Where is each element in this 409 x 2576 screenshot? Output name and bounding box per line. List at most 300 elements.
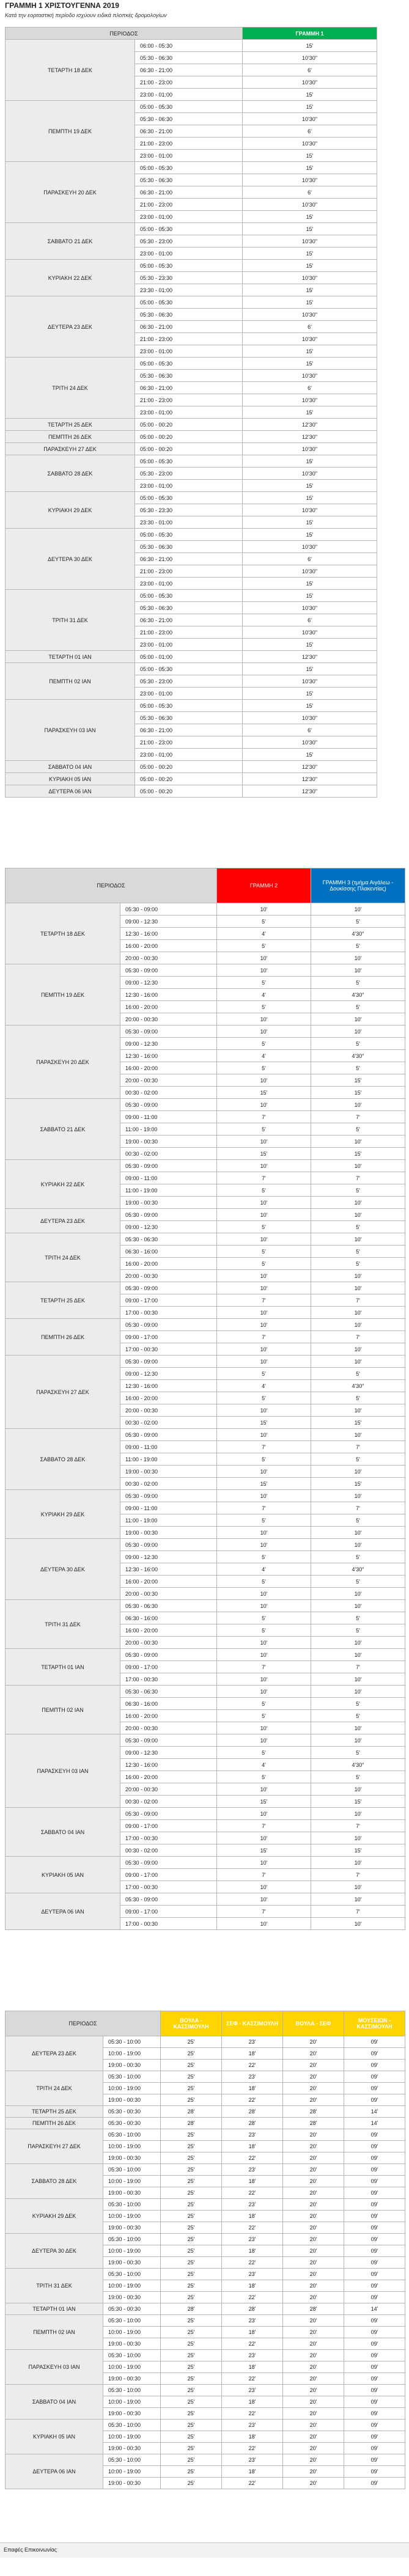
period-cell: ΤΡΙΤΗ 31 ΔΕΚ bbox=[6, 590, 135, 651]
frequency-cell: 23' bbox=[222, 2071, 283, 2083]
time-range-cell: 09:00 - 12:30 bbox=[120, 1551, 217, 1563]
frequency-cell: 15' bbox=[243, 480, 377, 492]
frequency-cell: 5' bbox=[311, 977, 405, 989]
period-cell: ΚΥΡΙΑΚΗ 29 ΔΕΚ bbox=[6, 492, 135, 529]
time-range-cell: 05:00 - 01:00 bbox=[135, 651, 243, 663]
frequency-cell: 6' bbox=[243, 614, 377, 626]
frequency-cell: 4' bbox=[217, 1563, 311, 1576]
time-range-cell: 09:00 - 12:30 bbox=[120, 1221, 217, 1233]
period-cell: ΣΑΒΒΑΤΟ 21 ΔΕΚ bbox=[6, 223, 135, 260]
time-range-cell: 16:00 - 20:00 bbox=[120, 1576, 217, 1588]
tram-schedule-table bbox=[5, 2011, 405, 2489]
frequency-cell: 15' bbox=[243, 211, 377, 223]
time-range-cell: 11:00 - 19:00 bbox=[120, 1514, 217, 1527]
time-range-cell: 20:00 - 00:30 bbox=[120, 1074, 217, 1087]
table-row bbox=[6, 663, 377, 675]
frequency-cell: 10' bbox=[217, 1013, 311, 1026]
frequency-cell: 18' bbox=[222, 2211, 283, 2222]
time-range-cell: 19:00 - 00:30 bbox=[120, 1527, 217, 1539]
time-range-cell: 05:30 - 09:00 bbox=[120, 1490, 217, 1502]
frequency-cell: 15' bbox=[311, 1844, 405, 1857]
time-range-cell: 05:30 - 10:00 bbox=[103, 2385, 161, 2396]
frequency-cell: 14' bbox=[344, 2106, 405, 2118]
table-row bbox=[6, 296, 377, 309]
time-range-cell: 21:00 - 23:00 bbox=[135, 394, 243, 406]
table-row bbox=[6, 1649, 405, 1661]
time-range-cell: 21:00 - 23:00 bbox=[135, 199, 243, 211]
frequency-cell: 7' bbox=[217, 1820, 311, 1832]
time-range-cell: 05:30 - 06:30 bbox=[135, 541, 243, 553]
frequency-cell: 15' bbox=[243, 749, 377, 761]
time-range-cell: 17:00 - 00:30 bbox=[120, 1832, 217, 1844]
frequency-cell: 4' bbox=[217, 1380, 311, 1392]
table-row bbox=[6, 2269, 405, 2280]
frequency-cell: 09' bbox=[344, 2373, 405, 2385]
frequency-cell: 20' bbox=[283, 2466, 344, 2478]
table-row bbox=[6, 964, 405, 977]
frequency-cell: 12'30" bbox=[243, 773, 377, 785]
frequency-cell: 4' bbox=[217, 1050, 311, 1062]
frequency-cell: 5' bbox=[311, 1038, 405, 1050]
period-cell: ΣΑΒΒΑΤΟ 21 ΔΕΚ bbox=[6, 1099, 120, 1160]
frequency-cell: 25' bbox=[161, 2478, 222, 2489]
period-cell: ΠΑΡΑΣΚΕΥΗ 20 ΔΕΚ bbox=[6, 162, 135, 223]
frequency-cell: 6' bbox=[243, 553, 377, 565]
table-row bbox=[6, 903, 405, 916]
time-range-cell: 21:00 - 23:00 bbox=[135, 565, 243, 578]
frequency-cell: 10' bbox=[311, 1673, 405, 1686]
frequency-cell: 5' bbox=[311, 1221, 405, 1233]
frequency-cell: 20' bbox=[283, 2199, 344, 2211]
frequency-cell: 7' bbox=[311, 1111, 405, 1123]
time-range-cell: 05:30 - 06:30 bbox=[135, 309, 243, 321]
frequency-cell: 10' bbox=[311, 1197, 405, 1209]
frequency-cell: 15' bbox=[243, 89, 377, 101]
time-range-cell: 19:00 - 00:30 bbox=[103, 2222, 161, 2234]
frequency-cell: 09' bbox=[344, 2385, 405, 2396]
frequency-cell: 10' bbox=[217, 1881, 311, 1893]
frequency-cell: 20' bbox=[283, 2350, 344, 2361]
time-range-cell: 05:30 - 09:00 bbox=[120, 1893, 217, 1906]
time-range-cell: 05:30 - 09:00 bbox=[120, 903, 217, 916]
period-header: ΠΕΡΙΟΔΟΣ bbox=[6, 868, 217, 903]
frequency-cell: 22' bbox=[222, 2478, 283, 2489]
time-range-cell: 21:00 - 23:00 bbox=[135, 76, 243, 89]
frequency-cell: 20' bbox=[283, 2211, 344, 2222]
frequency-cell: 22' bbox=[222, 2292, 283, 2303]
frequency-cell: 20' bbox=[283, 2257, 344, 2269]
period-cell: ΠΕΜΠΤΗ 19 ΔΕΚ bbox=[6, 964, 120, 1026]
time-range-cell: 05:00 - 00:20 bbox=[135, 761, 243, 773]
frequency-cell: 10' bbox=[217, 952, 311, 964]
time-range-cell: 10:00 - 19:00 bbox=[103, 2083, 161, 2094]
frequency-cell: 15' bbox=[243, 516, 377, 529]
frequency-cell: 22' bbox=[222, 2060, 283, 2071]
frequency-cell: 7' bbox=[311, 1331, 405, 1343]
time-range-cell: 21:00 - 23:00 bbox=[135, 626, 243, 639]
frequency-cell: 10' bbox=[311, 1893, 405, 1906]
frequency-cell: 23' bbox=[222, 2129, 283, 2141]
frequency-cell: 10' bbox=[217, 1026, 311, 1038]
table-row bbox=[6, 419, 377, 431]
frequency-cell: 25' bbox=[161, 2408, 222, 2420]
frequency-cell: 5' bbox=[311, 1001, 405, 1013]
time-range-cell: 21:00 - 23:00 bbox=[135, 138, 243, 150]
period-cell: ΤΕΤΑΡΤΗ 01 ΙΑΝ bbox=[6, 651, 135, 663]
frequency-cell: 5' bbox=[311, 1576, 405, 1588]
table-row bbox=[6, 1099, 405, 1111]
page-title: ΓΡΑΜΜΗ 1 ΧΡΙΣΤΟΥΓΕΝΝΑ 2019 bbox=[5, 1, 119, 10]
time-range-cell: 09:00 - 17:00 bbox=[120, 1331, 217, 1343]
time-range-cell: 23:00 - 01:00 bbox=[135, 578, 243, 590]
time-range-cell: 10:00 - 19:00 bbox=[103, 2245, 161, 2257]
table-row bbox=[6, 1429, 405, 1441]
table-row bbox=[6, 2071, 405, 2083]
frequency-cell: 5' bbox=[217, 1747, 311, 1759]
frequency-cell: 18' bbox=[222, 2431, 283, 2443]
table-row bbox=[6, 1026, 405, 1038]
frequency-cell: 5' bbox=[217, 1771, 311, 1783]
frequency-cell: 09' bbox=[344, 2222, 405, 2234]
frequency-cell: 5' bbox=[217, 977, 311, 989]
time-range-cell: 20:00 - 00:30 bbox=[120, 1013, 217, 1026]
footer-bar bbox=[0, 2542, 409, 2558]
frequency-cell: 09' bbox=[344, 2257, 405, 2269]
frequency-cell: 5' bbox=[311, 940, 405, 952]
period-cell: ΔΕΥΤΕΡΑ 23 ΔΕΚ bbox=[6, 1209, 120, 1233]
time-range-cell: 10:00 - 19:00 bbox=[103, 2048, 161, 2060]
table-row bbox=[6, 101, 377, 113]
frequency-cell: 7' bbox=[217, 1869, 311, 1881]
period-cell: ΠΑΡΑΣΚΕΥΗ 27 ΔΕΚ bbox=[6, 443, 135, 455]
frequency-cell: 15' bbox=[311, 1478, 405, 1490]
frequency-cell: 20' bbox=[283, 2187, 344, 2199]
frequency-cell: 28' bbox=[161, 2303, 222, 2315]
frequency-cell: 10'30" bbox=[243, 370, 377, 382]
time-range-cell: 10:00 - 19:00 bbox=[103, 2176, 161, 2187]
frequency-cell: 28' bbox=[283, 2118, 344, 2129]
frequency-cell: 09' bbox=[344, 2315, 405, 2327]
time-range-cell: 12:30 - 16:00 bbox=[120, 1759, 217, 1771]
frequency-cell: 15' bbox=[243, 700, 377, 712]
time-range-cell: 10:00 - 19:00 bbox=[103, 2396, 161, 2408]
period-cell: ΔΕΥΤΕΡΑ 30 ΔΕΚ bbox=[6, 529, 135, 590]
frequency-cell: 15' bbox=[243, 358, 377, 370]
frequency-cell: 23' bbox=[222, 2269, 283, 2280]
frequency-cell: 20' bbox=[283, 2245, 344, 2257]
frequency-cell: 7' bbox=[217, 1172, 311, 1184]
frequency-cell: 15' bbox=[217, 1087, 311, 1099]
frequency-cell: 10' bbox=[217, 1857, 311, 1869]
time-range-cell: 16:00 - 20:00 bbox=[120, 1392, 217, 1404]
frequency-cell: 09' bbox=[344, 2211, 405, 2222]
frequency-cell: 09' bbox=[344, 2408, 405, 2420]
time-range-cell: 09:00 - 17:00 bbox=[120, 1661, 217, 1673]
frequency-cell: 25' bbox=[161, 2222, 222, 2234]
frequency-cell: 09' bbox=[344, 2176, 405, 2187]
period-cell: ΣΑΒΒΑΤΟ 28 ΔΕΚ bbox=[6, 455, 135, 492]
time-range-cell: 23:00 - 01:00 bbox=[135, 749, 243, 761]
frequency-cell: 10' bbox=[217, 1343, 311, 1356]
contact-link[interactable]: Επαφές Επικοινωνίας bbox=[4, 2547, 57, 2553]
table-row bbox=[6, 1600, 405, 1612]
frequency-cell: 5' bbox=[311, 916, 405, 928]
period-cell: ΔΕΥΤΕΡΑ 30 ΔΕΚ bbox=[6, 2234, 103, 2269]
frequency-cell: 09' bbox=[344, 2094, 405, 2106]
frequency-cell: 10' bbox=[217, 1160, 311, 1172]
frequency-cell: 25' bbox=[161, 2036, 222, 2048]
frequency-cell: 22' bbox=[222, 2257, 283, 2269]
frequency-cell: 5' bbox=[217, 1624, 311, 1637]
frequency-cell: 10' bbox=[217, 1233, 311, 1246]
frequency-cell: 25' bbox=[161, 2315, 222, 2327]
frequency-cell: 20' bbox=[283, 2129, 344, 2141]
frequency-cell: 15' bbox=[311, 1796, 405, 1808]
time-range-cell: 19:00 - 00:30 bbox=[103, 2060, 161, 2071]
time-range-cell: 05:30 - 09:00 bbox=[120, 1649, 217, 1661]
frequency-cell: 10' bbox=[311, 1600, 405, 1612]
frequency-cell: 15' bbox=[217, 1148, 311, 1160]
frequency-cell: 7' bbox=[217, 1111, 311, 1123]
frequency-cell: 09' bbox=[344, 2420, 405, 2431]
frequency-cell: 23' bbox=[222, 2234, 283, 2245]
frequency-cell: 5' bbox=[311, 1258, 405, 1270]
frequency-cell: 25' bbox=[161, 2048, 222, 2060]
time-range-cell: 19:00 - 00:30 bbox=[120, 1466, 217, 1478]
frequency-cell: 4'30" bbox=[311, 1380, 405, 1392]
time-range-cell: 12:30 - 16:00 bbox=[120, 989, 217, 1001]
table-row bbox=[6, 2385, 405, 2396]
period-cell: ΤΡΙΤΗ 31 ΔΕΚ bbox=[6, 2269, 103, 2303]
frequency-cell: 25' bbox=[161, 2292, 222, 2303]
frequency-cell: 09' bbox=[344, 2327, 405, 2338]
frequency-cell: 23' bbox=[222, 2420, 283, 2431]
frequency-cell: 09' bbox=[344, 2478, 405, 2489]
table-row bbox=[6, 1857, 405, 1869]
period-cell: ΣΑΒΒΑΤΟ 04 ΙΑΝ bbox=[6, 1808, 120, 1857]
time-range-cell: 17:00 - 00:30 bbox=[120, 1881, 217, 1893]
frequency-cell: 10' bbox=[217, 1783, 311, 1796]
frequency-cell: 10'30" bbox=[243, 138, 377, 150]
frequency-cell: 28' bbox=[222, 2118, 283, 2129]
time-range-cell: 23:00 - 01:00 bbox=[135, 480, 243, 492]
frequency-cell: 23' bbox=[222, 2164, 283, 2176]
table-row bbox=[6, 773, 377, 785]
table-row bbox=[6, 529, 377, 541]
period-cell: ΠΕΜΠΤΗ 02 ΙΑΝ bbox=[6, 2315, 103, 2350]
period-cell: ΔΕΥΤΕΡΑ 23 ΔΕΚ bbox=[6, 296, 135, 358]
table-row bbox=[6, 1893, 405, 1906]
frequency-cell: 20' bbox=[283, 2478, 344, 2489]
time-range-cell: 05:30 - 09:00 bbox=[120, 964, 217, 977]
time-range-cell: 05:30 - 23:30 bbox=[135, 272, 243, 284]
time-range-cell: 17:00 - 00:30 bbox=[120, 1343, 217, 1356]
frequency-cell: 10'30" bbox=[243, 712, 377, 724]
frequency-cell: 5' bbox=[217, 1514, 311, 1527]
frequency-cell: 10' bbox=[217, 1319, 311, 1331]
frequency-cell: 09' bbox=[344, 2396, 405, 2408]
period-cell: ΤΡΙΤΗ 24 ΔΕΚ bbox=[6, 1233, 120, 1282]
frequency-cell: 15' bbox=[243, 590, 377, 602]
table-row bbox=[6, 1319, 405, 1331]
time-range-cell: 19:00 - 00:30 bbox=[103, 2408, 161, 2420]
frequency-cell: 18' bbox=[222, 2048, 283, 2060]
frequency-cell: 10'30" bbox=[243, 541, 377, 553]
frequency-cell: 10'30" bbox=[243, 235, 377, 248]
frequency-cell: 28' bbox=[161, 2118, 222, 2129]
line3-header: ΓΡΑΜΜΗ 3 (τμήμα Αιγάλεω - Δουκίσσης Πλακεντίας) bbox=[311, 868, 405, 903]
frequency-cell: 5' bbox=[311, 1747, 405, 1759]
time-range-cell: 05:30 - 23:30 bbox=[135, 504, 243, 516]
table-row bbox=[6, 2164, 405, 2176]
frequency-cell: 10' bbox=[217, 1539, 311, 1551]
time-range-cell: 20:00 - 00:30 bbox=[120, 1637, 217, 1649]
table-row bbox=[6, 443, 377, 455]
frequency-cell: 12'30" bbox=[243, 761, 377, 773]
frequency-cell: 5' bbox=[217, 916, 311, 928]
frequency-cell: 5' bbox=[311, 1368, 405, 1380]
frequency-cell: 15' bbox=[243, 663, 377, 675]
frequency-cell: 20' bbox=[283, 2327, 344, 2338]
frequency-cell: 7' bbox=[311, 1661, 405, 1673]
time-range-cell: 19:00 - 00:30 bbox=[120, 1136, 217, 1148]
frequency-cell: 5' bbox=[311, 1612, 405, 1624]
time-range-cell: 16:00 - 20:00 bbox=[120, 1062, 217, 1074]
frequency-cell: 10' bbox=[217, 1918, 311, 1930]
period-cell: ΚΥΡΙΑΚΗ 22 ΔΕΚ bbox=[6, 260, 135, 296]
frequency-cell: 28' bbox=[222, 2106, 283, 2118]
time-range-cell: 00:30 - 02:00 bbox=[120, 1087, 217, 1099]
line2-header: ΓΡΑΜΜΗ 2 bbox=[217, 868, 311, 903]
frequency-cell: 10'30" bbox=[243, 504, 377, 516]
frequency-cell: 10' bbox=[217, 1527, 311, 1539]
frequency-cell: 10' bbox=[311, 1783, 405, 1796]
frequency-cell: 14' bbox=[344, 2303, 405, 2315]
frequency-cell: 5' bbox=[217, 1710, 311, 1722]
time-range-cell: 05:30 - 09:00 bbox=[120, 1734, 217, 1747]
time-range-cell: 05:30 - 09:00 bbox=[120, 1099, 217, 1111]
frequency-cell: 7' bbox=[311, 1502, 405, 1514]
time-range-cell: 05:30 - 06:30 bbox=[120, 1686, 217, 1698]
frequency-cell: 4'30" bbox=[311, 1759, 405, 1771]
time-range-cell: 11:00 - 19:00 bbox=[120, 1123, 217, 1136]
frequency-cell: 10' bbox=[311, 1307, 405, 1319]
period-cell: ΤΡΙΤΗ 31 ΔΕΚ bbox=[6, 1600, 120, 1649]
frequency-cell: 09' bbox=[344, 2060, 405, 2071]
frequency-cell: 25' bbox=[161, 2234, 222, 2245]
frequency-cell: 10'30" bbox=[243, 333, 377, 345]
frequency-cell: 10' bbox=[311, 1722, 405, 1734]
frequency-cell: 10' bbox=[311, 1160, 405, 1172]
frequency-cell: 09' bbox=[344, 2152, 405, 2164]
time-range-cell: 23:30 - 01:00 bbox=[135, 516, 243, 529]
frequency-cell: 25' bbox=[161, 2164, 222, 2176]
frequency-cell: 18' bbox=[222, 2396, 283, 2408]
frequency-cell: 7' bbox=[217, 1441, 311, 1453]
frequency-cell: 10'30" bbox=[243, 199, 377, 211]
frequency-cell: 09' bbox=[344, 2036, 405, 2048]
table-row bbox=[6, 2036, 405, 2048]
time-range-cell: 05:30 - 06:30 bbox=[135, 712, 243, 724]
time-range-cell: 05:30 - 10:00 bbox=[103, 2420, 161, 2431]
time-range-cell: 09:00 - 12:30 bbox=[120, 916, 217, 928]
frequency-cell: 09' bbox=[344, 2071, 405, 2083]
frequency-cell: 15' bbox=[217, 1478, 311, 1490]
frequency-cell: 20' bbox=[283, 2222, 344, 2234]
time-range-cell: 05:00 - 00:20 bbox=[135, 785, 243, 798]
time-range-cell: 06:30 - 21:00 bbox=[135, 724, 243, 736]
period-cell: ΠΑΡΑΣΚΕΥΗ 27 ΔΕΚ bbox=[6, 2129, 103, 2164]
table-row bbox=[6, 1356, 405, 1368]
table-row bbox=[6, 1686, 405, 1698]
time-range-cell: 12:30 - 16:00 bbox=[120, 1563, 217, 1576]
table-row bbox=[6, 1808, 405, 1820]
period-cell: ΣΑΒΒΑΤΟ 28 ΔΕΚ bbox=[6, 1429, 120, 1490]
time-range-cell: 05:30 - 06:30 bbox=[135, 113, 243, 125]
time-range-cell: 10:00 - 19:00 bbox=[103, 2211, 161, 2222]
frequency-cell: 5' bbox=[217, 1392, 311, 1404]
time-range-cell: 05:00 - 05:30 bbox=[135, 590, 243, 602]
table-row bbox=[6, 651, 377, 663]
frequency-cell: 15' bbox=[243, 248, 377, 260]
frequency-cell: 25' bbox=[161, 2361, 222, 2373]
frequency-cell: 20' bbox=[283, 2036, 344, 2048]
period-cell: ΚΥΡΙΑΚΗ 29 ΔΕΚ bbox=[6, 2199, 103, 2234]
frequency-cell: 15' bbox=[243, 688, 377, 700]
frequency-cell: 09' bbox=[344, 2199, 405, 2211]
table-row bbox=[6, 455, 377, 468]
table-row bbox=[6, 2234, 405, 2245]
time-range-cell: 20:00 - 00:30 bbox=[120, 1270, 217, 1282]
time-range-cell: 05:00 - 00:20 bbox=[135, 443, 243, 455]
time-range-cell: 05:30 - 09:00 bbox=[120, 1026, 217, 1038]
frequency-cell: 15' bbox=[311, 1417, 405, 1429]
time-range-cell: 09:00 - 11:00 bbox=[120, 1111, 217, 1123]
frequency-cell: 20' bbox=[283, 2234, 344, 2245]
frequency-cell: 10' bbox=[311, 1734, 405, 1747]
frequency-cell: 09' bbox=[344, 2443, 405, 2454]
frequency-cell: 10' bbox=[311, 1233, 405, 1246]
frequency-cell: 23' bbox=[222, 2385, 283, 2396]
frequency-cell: 5' bbox=[311, 1453, 405, 1466]
frequency-cell: 15' bbox=[243, 406, 377, 419]
frequency-cell: 09' bbox=[344, 2338, 405, 2350]
time-range-cell: 05:30 - 09:00 bbox=[120, 1539, 217, 1551]
period-cell: ΣΑΒΒΑΤΟ 04 ΙΑΝ bbox=[6, 2385, 103, 2420]
period-cell: ΚΥΡΙΑΚΗ 22 ΔΕΚ bbox=[6, 1160, 120, 1209]
time-range-cell: 05:00 - 00:20 bbox=[135, 419, 243, 431]
time-range-cell: 05:30 - 10:00 bbox=[103, 2036, 161, 2048]
time-range-cell: 23:00 - 01:00 bbox=[135, 248, 243, 260]
time-range-cell: 06:30 - 21:00 bbox=[135, 125, 243, 138]
period-cell: ΔΕΥΤΕΡΑ 06 ΙΑΝ bbox=[6, 785, 135, 798]
frequency-cell: 28' bbox=[222, 2303, 283, 2315]
frequency-cell: 15' bbox=[217, 1796, 311, 1808]
time-range-cell: 11:00 - 19:00 bbox=[120, 1184, 217, 1197]
frequency-cell: 5' bbox=[217, 1062, 311, 1074]
time-range-cell: 05:00 - 05:30 bbox=[135, 700, 243, 712]
frequency-cell: 10' bbox=[217, 1734, 311, 1747]
frequency-cell: 25' bbox=[161, 2187, 222, 2199]
time-range-cell: 23:00 - 01:00 bbox=[135, 150, 243, 162]
frequency-cell: 5' bbox=[311, 1246, 405, 1258]
frequency-cell: 10'30" bbox=[243, 626, 377, 639]
time-range-cell: 20:00 - 00:30 bbox=[120, 1404, 217, 1417]
table-row bbox=[6, 1160, 405, 1172]
frequency-cell: 25' bbox=[161, 2211, 222, 2222]
period-cell: ΤΡΙΤΗ 24 ΔΕΚ bbox=[6, 2071, 103, 2106]
frequency-cell: 23' bbox=[222, 2350, 283, 2361]
